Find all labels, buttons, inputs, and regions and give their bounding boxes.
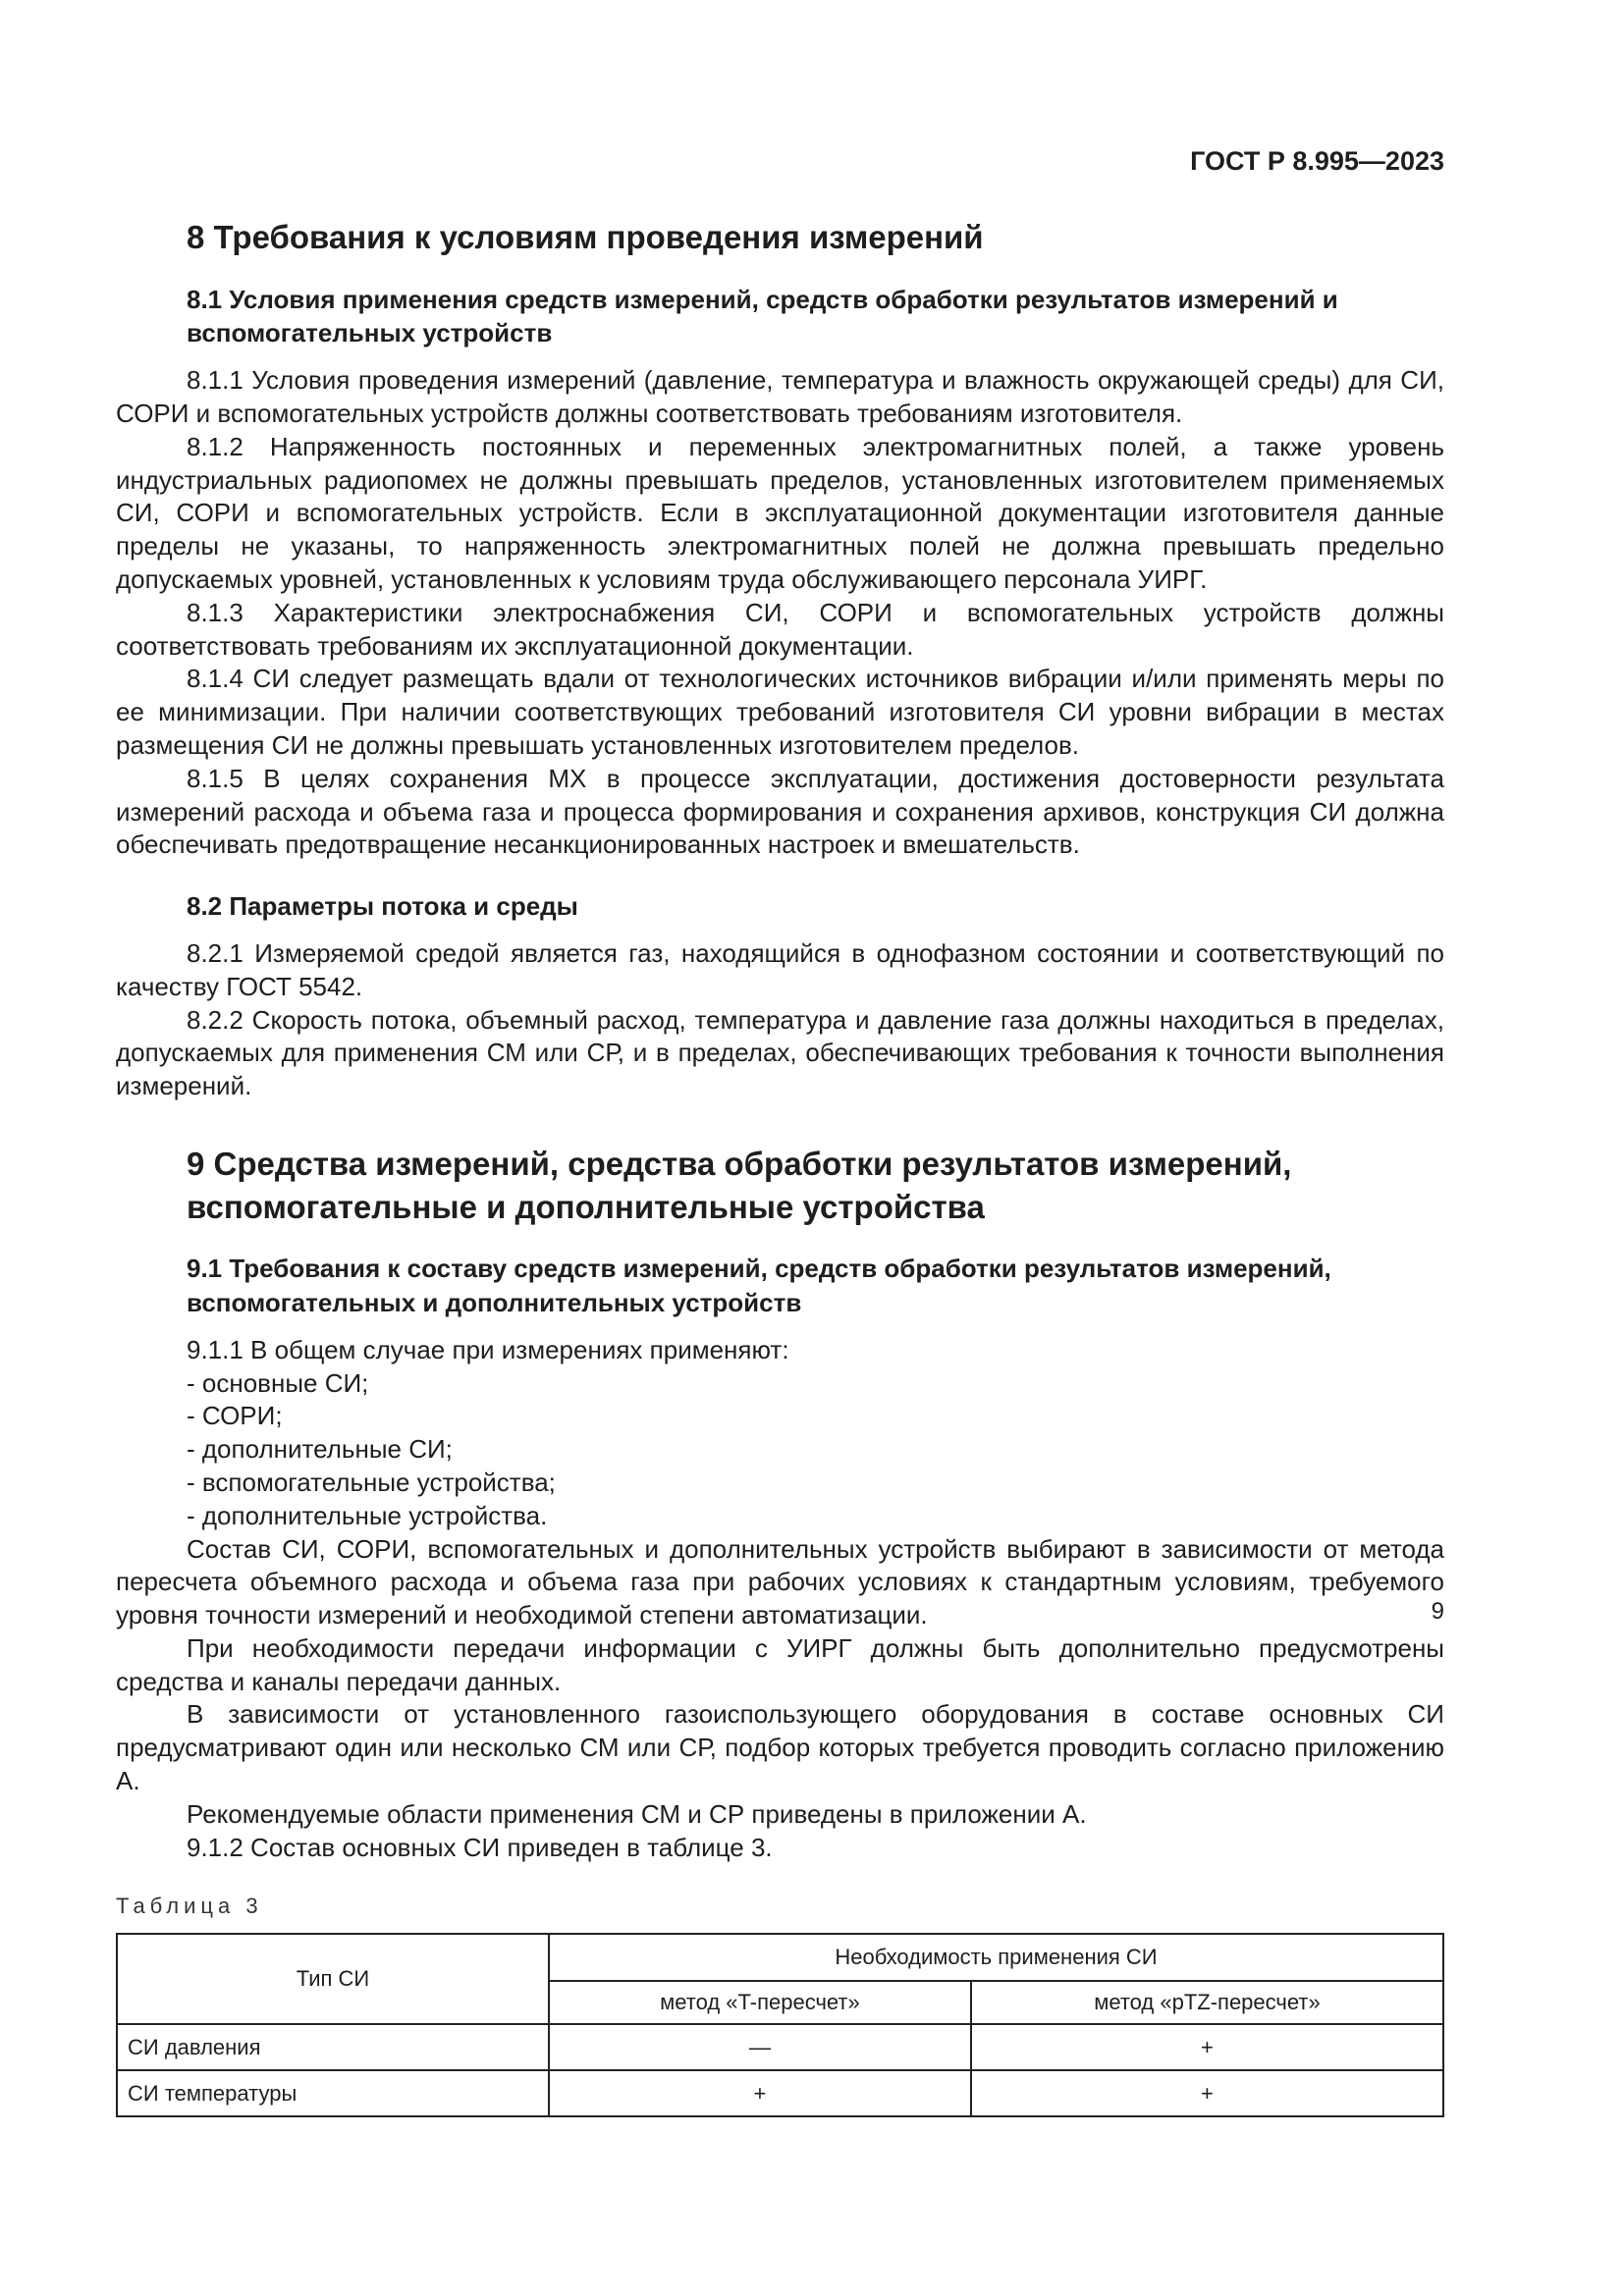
list-item: - дополнительные устройства. — [187, 1500, 548, 1530]
paragraph-8-1-3: 8.1.3 Характеристики электроснабжения СИ, СОРИ и вспомогательных устройств должны соответствовать требованиям их эксплуатационной документации. — [116, 597, 1444, 661]
paragraph-8-1-1: 8.1.1 Условия проведения измерений (давление, температура и влажность окружающей среды) для СИ, СОРИ и вспомогательных устройств должны соответствовать требованиям изготовителя. — [116, 365, 1444, 428]
paragraph-gas-equipment: В зависимости от установленного газоиспользующего оборудования в составе основных СИ предусматривают один или несколько СМ или СР, подбор которых требуется проводить согласно приложению А. — [116, 1699, 1444, 1796]
table-3 — [116, 1933, 1444, 2117]
cell-type: СИ давления — [117, 2024, 549, 2070]
subsection-9-1-title: 9.1 Требования к составу средств измерений, средств обработки результатов измерений, вспомогательных и дополнительных устройств — [187, 1254, 1331, 1317]
col-group-header: Необходимость применения СИ — [549, 1934, 1443, 1981]
subsection-8-2-title: 8.2 Параметры потока и среды — [187, 891, 578, 922]
page-number: 9 — [1431, 1598, 1444, 1625]
table-row — [117, 2024, 1443, 2070]
list-item: - СОРИ; — [187, 1401, 283, 1431]
list-item: - вспомогательные устройства; — [187, 1467, 556, 1497]
paragraph-9-1-1: 9.1.1 В общем случае при измерениях применяют: — [187, 1334, 789, 1364]
col-header-type: Тип СИ — [117, 1934, 549, 2024]
paragraph-recommended-areas: Рекомендуемые области применения СМ и СР приведены в приложении А. — [187, 1798, 1087, 1829]
col-header-method-ptz: метод «pTZ-пересчет» — [971, 1981, 1443, 2024]
cell-method-ptz: + — [971, 2024, 1443, 2070]
paragraph-8-1-4: 8.1.4 СИ следует размещать вдали от технологических источников вибрации и/или применять меры по ее минимизации. При наличии соответствующих требований изготовителя СИ уровни вибрации в местах размещения СИ не должны превышать установленных изготовителем пределов. — [116, 664, 1444, 760]
cell-method-t: + — [549, 2070, 971, 2116]
list-item: - основные СИ; — [187, 1367, 369, 1398]
list-item: - дополнительные СИ; — [187, 1434, 453, 1465]
cell-method-ptz: + — [971, 2070, 1443, 2116]
section-8-title: 8 Требования к условиям проведения измерений — [187, 219, 984, 255]
table-row — [117, 2070, 1443, 2116]
paragraph-composition: Состав СИ, СОРИ, вспомогательных и дополнительных устройств выбирают в зависимости от метода пересчета объемного расхода и объема газа при рабочих условиях к стандартным условиям, требуемого уровня точности измерений и необходимой степени автоматизации. — [116, 1533, 1444, 1630]
table-caption: Таблица 3 — [116, 1894, 263, 1919]
col-header-method-t: метод «T-пересчет» — [549, 1981, 971, 2024]
paragraph-8-2-1: 8.2.1 Измеряемой средой является газ, находящийся в однофазном состоянии и соответствующий по качеству ГОСТ 5542. — [116, 937, 1444, 1001]
paragraph-8-2-2: 8.2.2 Скорость потока, объемный расход, температура и давление газа должны находиться в пределах, допускаемых для применения СМ или СР, и в пределах, обеспечивающих требования к точности выполнения измерений. — [116, 1004, 1444, 1101]
subsection-8-1-title: 8.1 Условия применения средств измерений, средств обработки результатов измерений и вспомогательных устройств — [187, 284, 1338, 348]
standard-code: ГОСТ Р 8.995—2023 — [1190, 146, 1444, 176]
table-header-row — [117, 1934, 1443, 1981]
page-content — [116, 216, 1444, 2117]
cell-method-t: — — [549, 2024, 971, 2070]
paragraph-8-1-2: 8.1.2 Напряженность постоянных и переменных электромагнитных полей, а также уровень индустриальных радиопомех не должны превышать пределов, установленных изготовителем применяемых СИ, СОРИ и вспомогательных устройств. Если в эксплуатационной документации изготовителя данные пределы не указаны, то напряженность электромагнитных полей не должна превышать предельно допускаемых уровней, установленных к условиям труда обслуживающего персонала УИРГ. — [116, 431, 1444, 594]
paragraph-data-transfer: При необходимости передачи информации с УИРГ должны быть дополнительно предусмотрены средства и каналы передачи данных. — [116, 1632, 1444, 1696]
section-9-title: 9 Средства измерений, средства обработки результатов измерений, вспомогательные и дополнительные устройства — [187, 1145, 1292, 1225]
cell-type: СИ температуры — [117, 2070, 549, 2116]
paragraph-8-1-5: 8.1.5 В целях сохранения МХ в процессе эксплуатации, достижения достоверности результата измерений расхода и объема газа и процесса формирования и сохранения архивов, конструкция СИ должна обеспечивать предотвращение несанкционированных настроек и вмешательств. — [116, 763, 1444, 860]
paragraph-9-1-2: 9.1.2 Состав основных СИ приведен в таблице 3. — [187, 1832, 773, 1862]
